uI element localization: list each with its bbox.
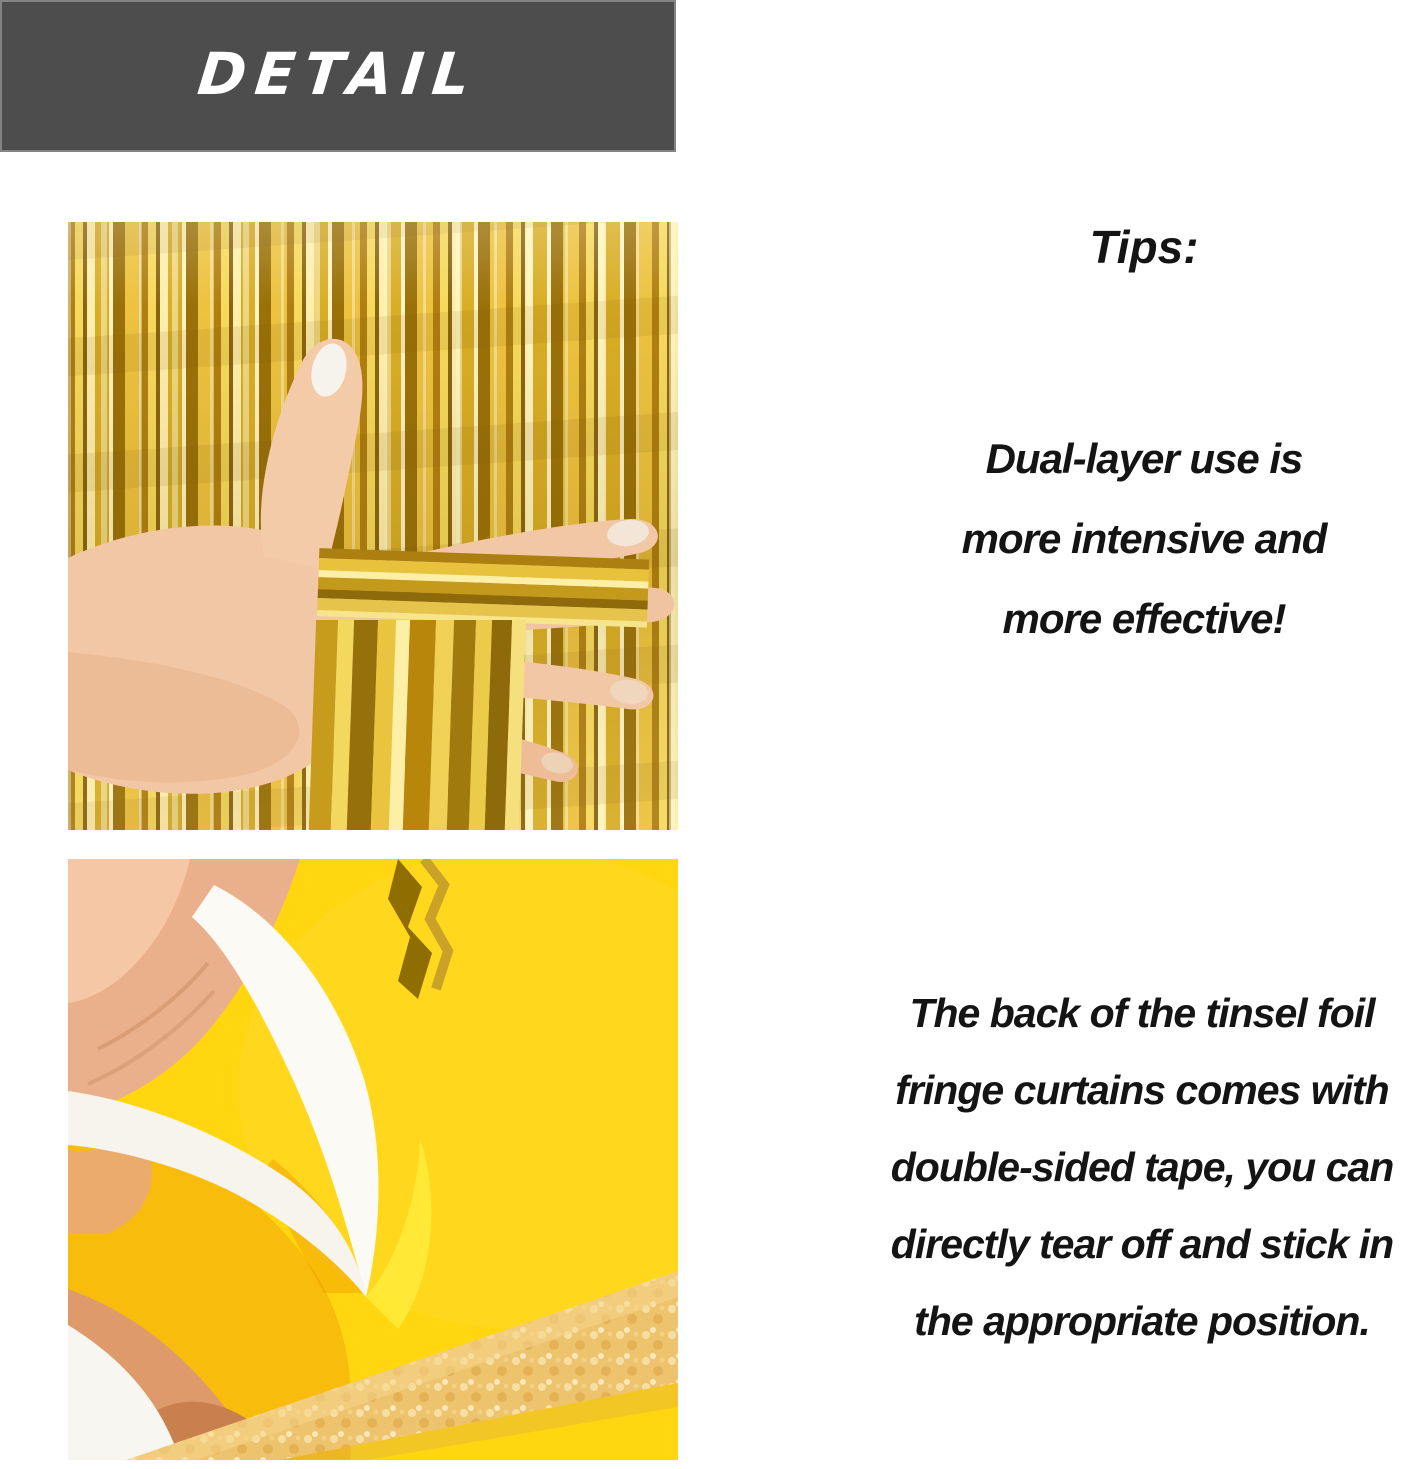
hanging-foil-strips [309, 620, 526, 830]
tips-line-1: Dual-layer use is [985, 435, 1303, 482]
tips-line-2: more intensive and [961, 515, 1327, 562]
description-line-2: fringe curtains comes with [895, 1067, 1389, 1113]
description-line-1: The back of the tinsel foil [909, 990, 1375, 1036]
tips-line-3: more effective! [1002, 595, 1286, 642]
description-paragraph [856, 975, 1428, 1360]
hand-holding-fringe-illustration [68, 222, 678, 830]
description-line-3: double-sided tape, you can [890, 1144, 1394, 1190]
tips-paragraph [860, 419, 1428, 659]
tape-peel-illustration [68, 859, 678, 1460]
detail-banner [0, 0, 676, 152]
photo-tape-peel [68, 859, 678, 1460]
description-line-4: directly tear off and stick in [890, 1221, 1394, 1267]
tips-heading: Tips: [1089, 221, 1199, 273]
description-line-5: the appropriate position. [914, 1298, 1370, 1344]
folded-foil-bundle [317, 548, 649, 627]
photo-fringe-curtain-hand [68, 222, 678, 830]
detail-banner-label: DETAIL [194, 40, 482, 108]
